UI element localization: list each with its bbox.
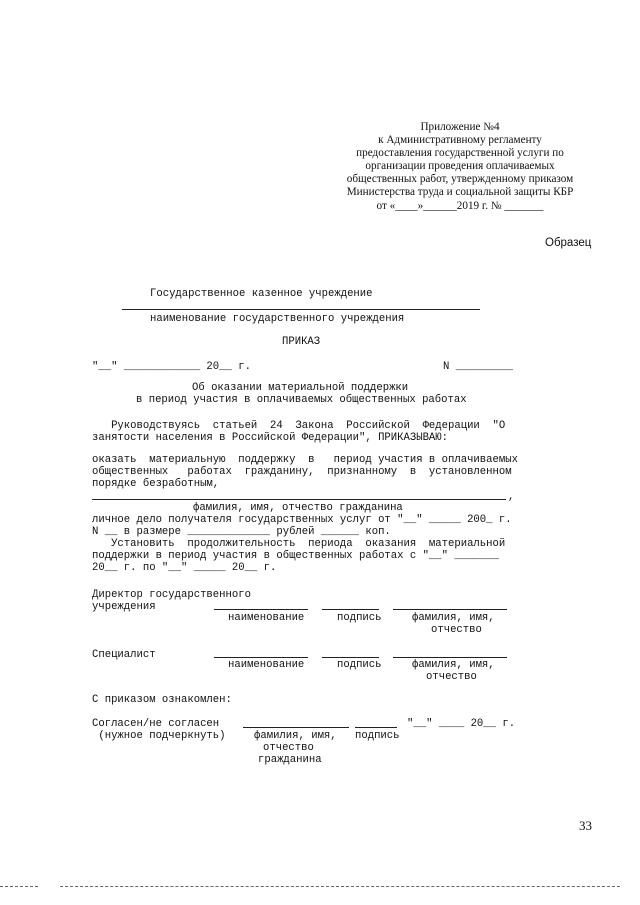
agree-hint: (нужное подчеркнуть)	[92, 730, 226, 742]
fio-underline	[92, 499, 506, 500]
paragraph-1-line-2: занятости населения в Российской Федерации", ПРИКАЗЫВАЮ:	[92, 432, 449, 444]
institution-name: Государственное казенное учреждение	[150, 288, 373, 300]
ack-caption-sign: подпись	[355, 730, 400, 742]
appendix-line-1: Приложение №4	[420, 121, 500, 133]
agree-label: Согласен/не согласен	[92, 718, 220, 730]
paragraph-3-line-2: N __ в размере _____________ рублей ______ коп.	[92, 526, 391, 538]
fio-comma: ,	[508, 491, 515, 503]
specialist-sign-line	[322, 657, 379, 658]
ack-date: "__" ____ 20__ г.	[407, 718, 516, 730]
specialist-caption-name: наименование	[228, 659, 305, 671]
appendix-line-4: организации проведения оплачиваемых	[365, 160, 555, 173]
order-subject-1: Об оказании материальной поддержки	[192, 382, 409, 394]
appendix-line-2: к Административному регламенту	[378, 134, 542, 147]
scan-artifact-left	[0, 886, 38, 887]
appendix-header	[330, 121, 590, 213]
director-label-2: учреждения	[92, 601, 156, 613]
appendix-line-3: предоставления государственной услуги по	[356, 147, 564, 160]
ack-sign-line	[355, 727, 397, 728]
institution-underline	[122, 309, 480, 310]
order-number: N _________	[443, 361, 513, 373]
institution-caption: наименование государственного учреждения	[150, 313, 405, 325]
order-date: "__" ____________ 20__ г.	[92, 361, 251, 373]
specialist-caption-fio-2: отчество	[426, 671, 477, 683]
director-name-line	[214, 609, 308, 610]
order-title: ПРИКАЗ	[282, 336, 321, 348]
director-fio-line	[393, 609, 507, 610]
specialist-fio-line	[393, 657, 507, 658]
director-caption-fio-2: отчество	[431, 624, 482, 636]
ack-caption-fio-2: отчество	[263, 742, 314, 754]
specialist-caption-sign: подпись	[337, 659, 382, 671]
order-subject-2: в период участия в оплачиваемых общественных работах	[136, 394, 467, 406]
appendix-line-6: Министерства труда и социальной защиты КБР	[346, 186, 574, 199]
paragraph-1-line-1: Руководствуясь статьей 24 Закона Российской Федерации "О	[92, 420, 506, 432]
scan-artifact-right	[60, 886, 620, 887]
paragraph-2-line-2: общественных работах гражданину, признанному в установленном	[92, 466, 512, 478]
specialist-name-line	[214, 657, 308, 658]
appendix-line-5: общественных работ, утвержденному приказом	[346, 173, 574, 186]
paragraph-4-line-2: поддержки в период участия в общественных работах с "__" _______	[92, 550, 499, 562]
ack-caption-fio-1: фамилия, имя,	[254, 730, 337, 742]
ack-fio-line	[243, 727, 349, 728]
paragraph-3-line-1: личное дело получателя государственных услуг от "__" _____ 200_ г.	[92, 514, 512, 526]
paragraph-4-line-1: Установить продолжительность периода оказания материальной	[92, 538, 506, 550]
paragraph-2-line-3: порядке безработным,	[92, 478, 220, 490]
ack-caption-fio-3: гражданина	[258, 754, 322, 766]
director-label-1: Директор государственного	[92, 589, 251, 601]
fio-caption: фамилия, имя, отчество гражданина	[193, 502, 403, 514]
director-caption-fio-1: фамилия, имя,	[412, 612, 495, 624]
appendix-line-7: от «____»______2019 г. № _______	[376, 199, 544, 212]
paragraph-4-line-3: 20__ г. по "__" _____ 20__ г.	[92, 562, 277, 574]
acknowledgement-label: С приказом ознакомлен:	[92, 694, 232, 706]
specialist-label: Специалист	[92, 649, 156, 661]
director-caption-name: наименование	[228, 612, 305, 624]
director-caption-sign: подпись	[337, 612, 382, 624]
specialist-caption-fio-1: фамилия, имя,	[412, 659, 495, 671]
sample-label: Образец	[545, 237, 592, 249]
director-sign-line	[322, 609, 379, 610]
paragraph-2-line-1: оказать материальную поддержку в период участия в оплачиваемых	[92, 454, 518, 466]
page-number: 33	[579, 818, 592, 833]
